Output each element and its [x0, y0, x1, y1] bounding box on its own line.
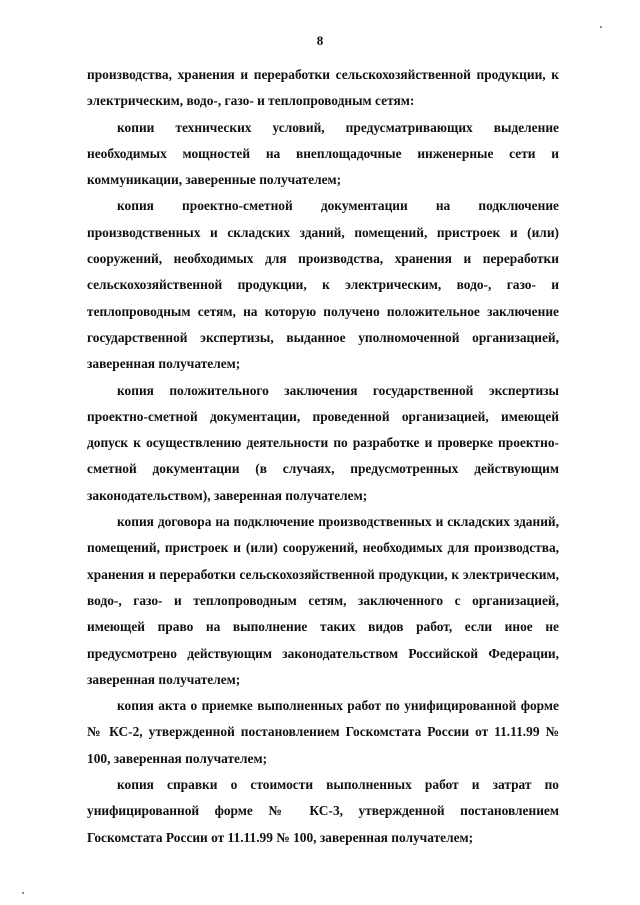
paragraph-design-documentation: копия проектно-сметной документации на подключение производственных и складских зданий, помещений, пристроек и (или) сооружений, необходимых для производства, хранения и переработки сельскохозяйственной продукции, к электрическим, водо-, газо- и теплопроводным сетям, на которую получено положительное заключение государственной экспертизы, выданное уполномоченной организацией, заверенная получателем;: [87, 198, 559, 372]
paragraph-continued: производства, хранения и переработки сельскохозяйственной продукции, к электрическим, водо-, газо- и теплопроводным сетям:: [87, 67, 559, 109]
scan-speck: [22, 892, 24, 894]
paragraph-connection-contract: копия договора на подключение производственных и складских зданий, помещений, пристроек и (или) сооружений, необходимых для производства, хранения и переработки сельскохозяйственной продукции, к электрическим, водо-, газо- и теплопроводным сетям, заключенного с организацией, имеющей право на выполнение таких видов работ, если иное не предусмотрено действующим законодательством Российской Федерации, заверенная получателем;: [87, 514, 559, 687]
paragraph-ks2-act: копия акта о приемке выполненных работ по унифицированной форме № КС-2, утвержденной постановлением Госкомстата России от 11.11.99 № 100, заверенная получателем;: [87, 698, 559, 766]
page-number: 8: [316, 33, 324, 48]
paragraph-expertise-conclusion: копия положительного заключения государственной экспертизы проектно-сметной документации, проведенной организацией, имеющей допуск к осуществлению деятельности по разработке и проверке проектно-сметной документации (в случаях, предусмотренных действующим законодательством), заверенная получателем;: [87, 382, 559, 503]
document-body: [87, 62, 559, 851]
paragraph-ks3-certificate: копия справки о стоимости выполненных работ и затрат по унифицированной форме № КС-3, утвержденной постановлением Госкомстата России от 11.11.99 № 100, заверенная получателем;: [87, 777, 559, 845]
scan-speck: [600, 26, 602, 28]
paragraph-technical-conditions: копии технических условий, предусматривающих выделение необходимых мощностей на внеплощадочные инженерные сети и коммуникации, заверенные получателем;: [87, 119, 559, 188]
